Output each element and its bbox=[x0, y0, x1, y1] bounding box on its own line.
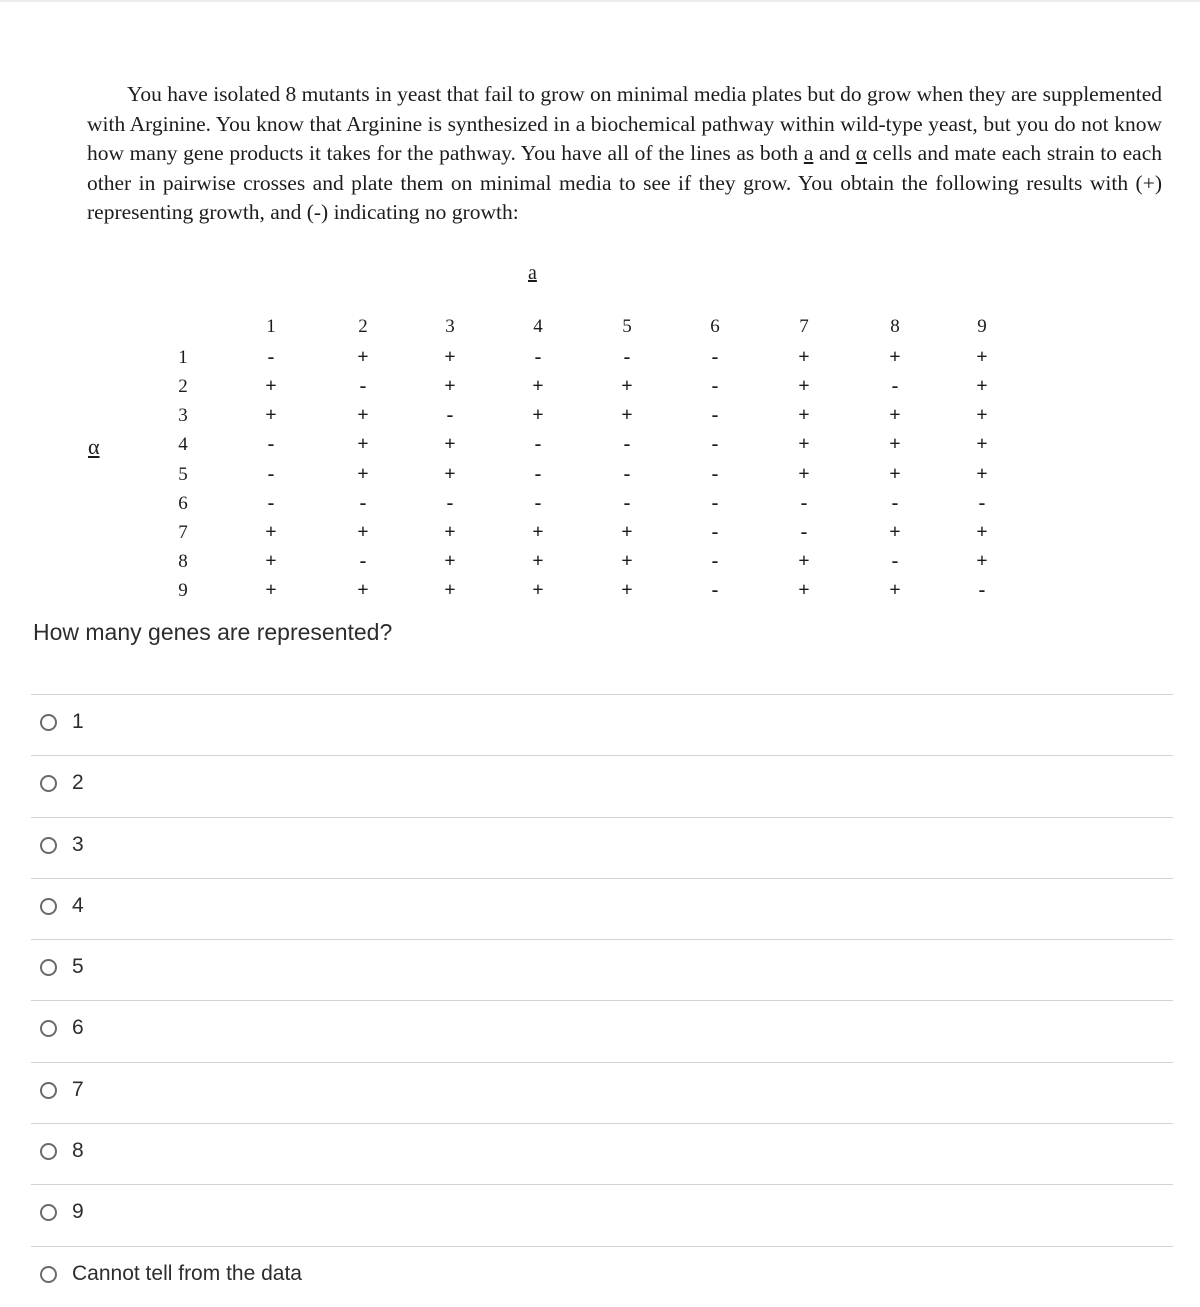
table-cell: - bbox=[534, 463, 542, 485]
answer-option[interactable] bbox=[31, 1062, 1173, 1123]
table-cell: - bbox=[359, 550, 367, 572]
question-passage bbox=[87, 80, 1162, 228]
table-cell: + bbox=[798, 579, 810, 601]
row-header: 3 bbox=[178, 405, 188, 426]
table-cell: - bbox=[800, 521, 808, 543]
option-label: Cannot tell from the data bbox=[72, 1261, 302, 1285]
radio-button[interactable] bbox=[40, 898, 57, 915]
option-label: 5 bbox=[72, 955, 84, 979]
table-cell: + bbox=[532, 521, 544, 543]
table-cell: - bbox=[267, 346, 275, 368]
table-cell: - bbox=[534, 433, 542, 455]
table-cell: - bbox=[623, 463, 631, 485]
column-header: 6 bbox=[710, 316, 720, 337]
answer-options bbox=[31, 694, 1173, 1307]
answer-option[interactable] bbox=[31, 694, 1173, 755]
answer-option[interactable] bbox=[31, 1000, 1173, 1061]
table-cell: + bbox=[357, 463, 369, 485]
radio-button[interactable] bbox=[40, 1266, 57, 1283]
table-cell: - bbox=[891, 375, 899, 397]
table-cell: - bbox=[711, 550, 719, 572]
passage-text-2: cells and mate each strain to each other in pairwise crosses and plate them on minimal media to see if they grow. You obtain the following results with (+) representing growth, and (-) indicating no growth: bbox=[87, 141, 1162, 224]
table-cell: + bbox=[532, 404, 544, 426]
table-cell: - bbox=[534, 346, 542, 368]
table-cell: + bbox=[621, 550, 633, 572]
answer-option[interactable] bbox=[31, 817, 1173, 878]
column-header: 9 bbox=[977, 316, 987, 337]
column-header: 3 bbox=[445, 316, 455, 337]
table-cell: + bbox=[889, 433, 901, 455]
table-cell: + bbox=[976, 463, 988, 485]
table-cell: - bbox=[711, 346, 719, 368]
a-mating-type: a bbox=[803, 141, 814, 165]
table-cell: + bbox=[357, 521, 369, 543]
table-cell: + bbox=[976, 550, 988, 572]
table-cell: + bbox=[265, 579, 277, 601]
answer-option[interactable] bbox=[31, 755, 1173, 816]
table-cell: + bbox=[532, 375, 544, 397]
table-cell: - bbox=[711, 433, 719, 455]
option-label: 8 bbox=[72, 1139, 84, 1163]
table-cell: - bbox=[446, 404, 454, 426]
table-cell: + bbox=[621, 579, 633, 601]
row-header: 4 bbox=[178, 434, 188, 455]
table-cell: + bbox=[444, 375, 456, 397]
passage-text-1: You have isolated 8 mutants in yeast that fail to grow on minimal media plates but do grow when they are supplemented with Arginine. You know that Arginine is synthesized in a biochemical pathway within wild-type yeast, but you do not know how many gene products it takes for the pathway. You have all of the lines as both bbox=[87, 82, 1162, 165]
option-label: 6 bbox=[72, 1016, 84, 1040]
table-cell: + bbox=[444, 463, 456, 485]
radio-button[interactable] bbox=[40, 775, 57, 792]
table-cell: - bbox=[711, 579, 719, 601]
passage-text-and: and bbox=[813, 141, 856, 165]
table-cell: - bbox=[891, 492, 899, 514]
table-cell: - bbox=[711, 463, 719, 485]
table-cell: - bbox=[711, 404, 719, 426]
row-header: 9 bbox=[178, 580, 188, 601]
column-header: 5 bbox=[622, 316, 632, 337]
radio-button[interactable] bbox=[40, 959, 57, 976]
column-header: 2 bbox=[358, 316, 368, 337]
table-cell: + bbox=[889, 346, 901, 368]
table-cell: + bbox=[444, 550, 456, 572]
table-cell: - bbox=[623, 346, 631, 368]
table-cell: + bbox=[889, 579, 901, 601]
radio-button[interactable] bbox=[40, 1143, 57, 1160]
option-label: 7 bbox=[72, 1077, 84, 1101]
radio-button[interactable] bbox=[40, 1204, 57, 1221]
table-cell: - bbox=[623, 492, 631, 514]
option-label: 9 bbox=[72, 1200, 84, 1224]
table-cell: + bbox=[532, 579, 544, 601]
answer-option[interactable] bbox=[31, 1246, 1173, 1307]
column-header: 1 bbox=[266, 316, 276, 337]
table-cell: + bbox=[976, 521, 988, 543]
table-cell: + bbox=[976, 375, 988, 397]
table-cell: + bbox=[265, 521, 277, 543]
table-cell: + bbox=[889, 463, 901, 485]
table-cell: + bbox=[444, 521, 456, 543]
table-cell: - bbox=[711, 492, 719, 514]
row-group-label: α bbox=[88, 434, 100, 459]
table-cell: + bbox=[621, 404, 633, 426]
table-cell: - bbox=[623, 433, 631, 455]
table-cell: - bbox=[534, 492, 542, 514]
table-cell: + bbox=[798, 550, 810, 572]
table-cell: + bbox=[444, 346, 456, 368]
table-cell: + bbox=[798, 433, 810, 455]
row-header: 7 bbox=[178, 522, 188, 543]
answer-option[interactable] bbox=[31, 1184, 1173, 1245]
table-cell: - bbox=[359, 375, 367, 397]
table-cell: - bbox=[359, 492, 367, 514]
table-cell: + bbox=[265, 375, 277, 397]
table-cell: - bbox=[978, 492, 986, 514]
table-cell: - bbox=[267, 433, 275, 455]
table-cell: - bbox=[978, 579, 986, 601]
passage-paragraph bbox=[87, 80, 1162, 228]
table-cell: + bbox=[357, 404, 369, 426]
table-cell: + bbox=[265, 550, 277, 572]
table-cell: - bbox=[446, 492, 454, 514]
column-group-label: a bbox=[528, 262, 537, 284]
answer-option[interactable] bbox=[31, 878, 1173, 939]
table-cell: + bbox=[532, 550, 544, 572]
option-label: 3 bbox=[72, 832, 84, 856]
table-cell: + bbox=[444, 579, 456, 601]
radio-button[interactable] bbox=[40, 1082, 57, 1099]
table-cell: - bbox=[711, 521, 719, 543]
radio-button[interactable] bbox=[40, 837, 57, 854]
table-cell: + bbox=[357, 346, 369, 368]
table-cell: + bbox=[976, 346, 988, 368]
table-cell: + bbox=[265, 404, 277, 426]
column-header: 7 bbox=[799, 316, 809, 337]
table-cell: + bbox=[798, 375, 810, 397]
table-cell: - bbox=[267, 492, 275, 514]
question-text: How many genes are represented? bbox=[33, 619, 393, 645]
option-label: 1 bbox=[72, 710, 84, 733]
table-cell: + bbox=[444, 433, 456, 455]
answer-option[interactable] bbox=[31, 939, 1173, 1000]
radio-button[interactable] bbox=[40, 1020, 57, 1037]
table-cell: - bbox=[267, 463, 275, 485]
top-border bbox=[0, 0, 1200, 2]
option-label: 4 bbox=[72, 893, 84, 917]
table-cell: + bbox=[621, 375, 633, 397]
table-cell: - bbox=[891, 550, 899, 572]
table-cell: + bbox=[889, 521, 901, 543]
column-header: 4 bbox=[533, 316, 543, 337]
table-cell: + bbox=[976, 404, 988, 426]
row-header: 8 bbox=[178, 551, 188, 572]
row-header: 5 bbox=[178, 464, 188, 485]
table-cell: + bbox=[798, 346, 810, 368]
table-cell: + bbox=[889, 404, 901, 426]
table-cell: + bbox=[357, 433, 369, 455]
answer-option[interactable] bbox=[31, 1123, 1173, 1184]
row-header: 2 bbox=[178, 376, 188, 397]
radio-button[interactable] bbox=[40, 714, 57, 731]
table-cell: + bbox=[976, 433, 988, 455]
table-cell: + bbox=[621, 521, 633, 543]
table-cell: - bbox=[800, 492, 808, 514]
alpha-mating-type: α bbox=[855, 141, 867, 165]
row-header: 6 bbox=[178, 493, 188, 514]
table-cell: + bbox=[798, 404, 810, 426]
option-label: 2 bbox=[72, 771, 84, 795]
table-cell: - bbox=[711, 375, 719, 397]
table-cell: + bbox=[357, 579, 369, 601]
table-cell: + bbox=[798, 463, 810, 485]
column-header: 8 bbox=[890, 316, 900, 337]
row-header: 1 bbox=[178, 347, 188, 368]
